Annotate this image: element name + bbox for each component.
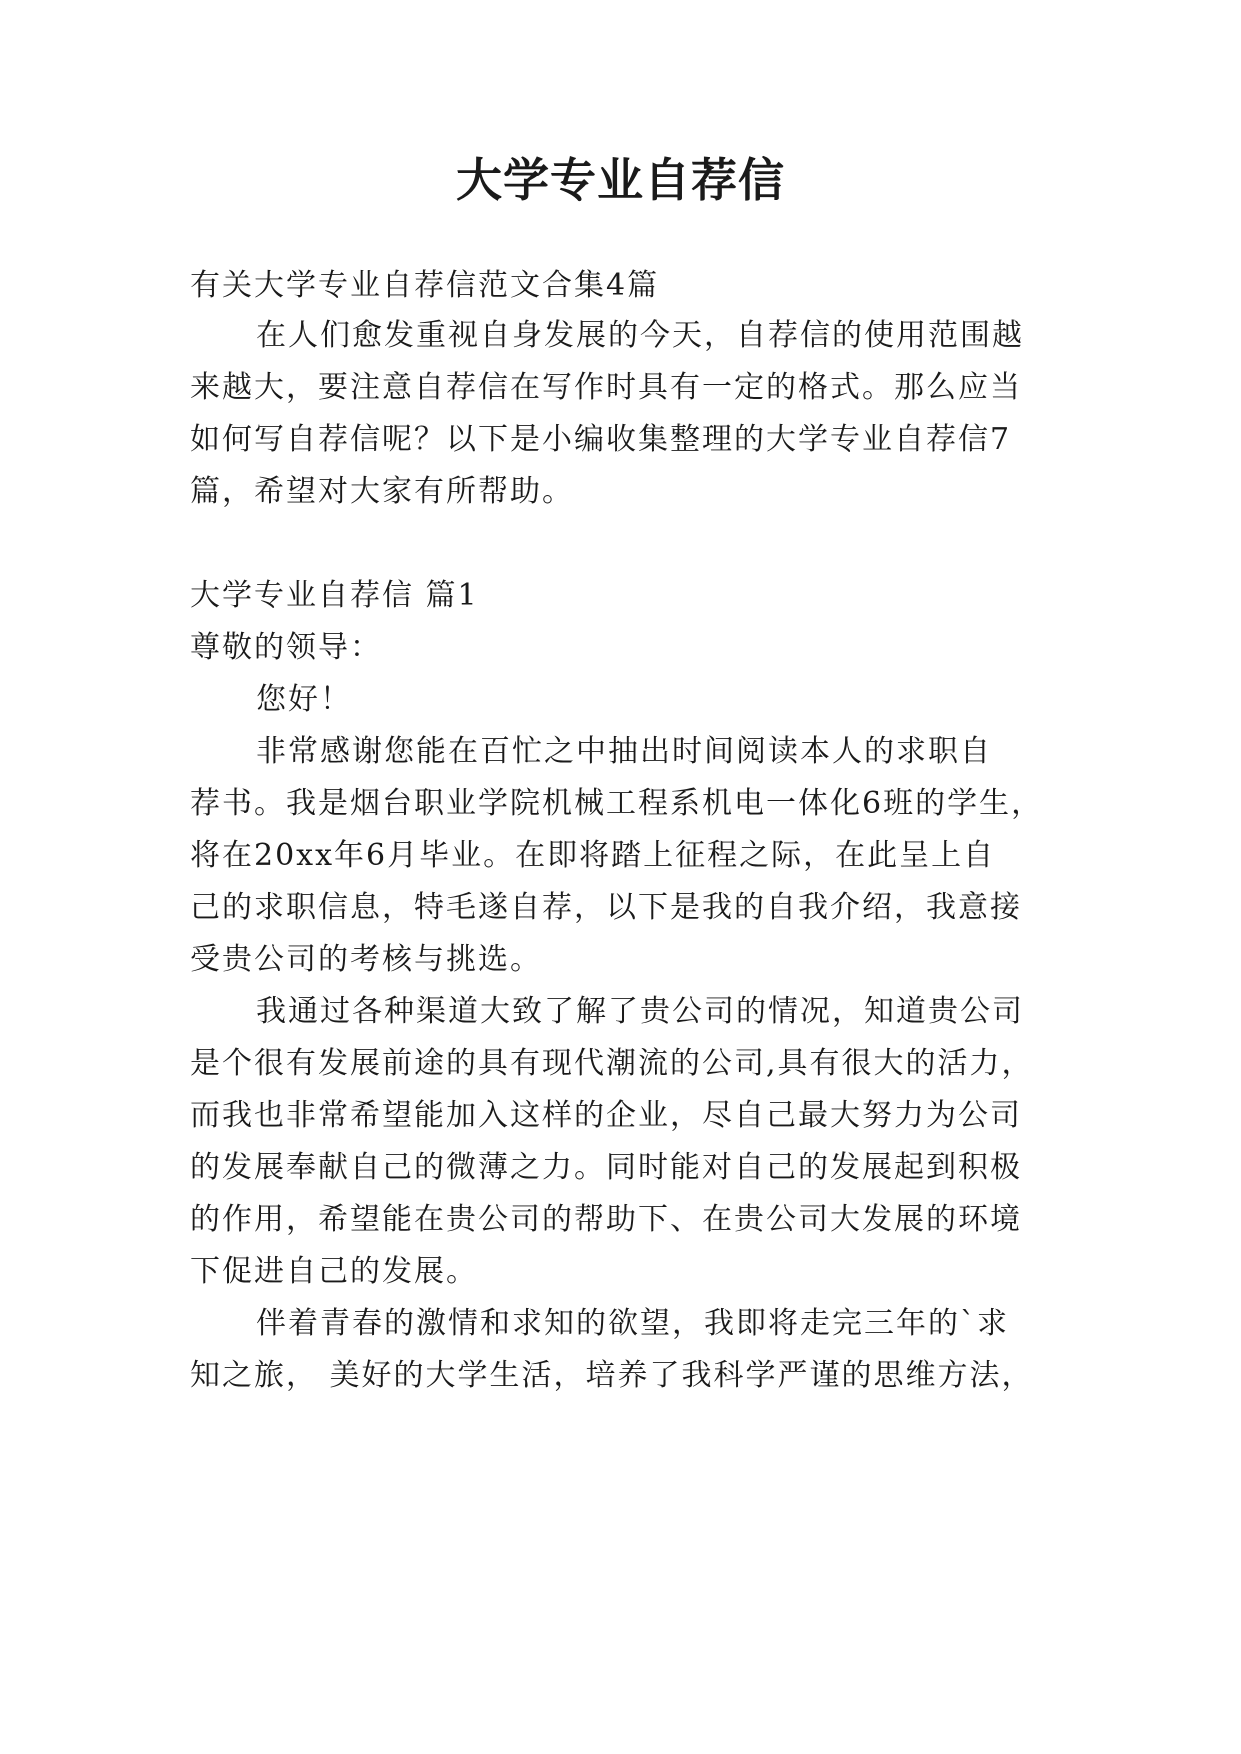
intro-line: 如何写自荐信呢？以下是小编收集整理的大学专业自荐信7: [190, 422, 1012, 457]
paragraph-line: 受贵公司的考核与挑选。: [190, 942, 542, 977]
document-title: 大学专业自荐信: [456, 153, 785, 207]
paragraph-line: 荐书。我是烟台职业学院机械工程系机电一体化6班的学生，: [190, 786, 1044, 821]
paragraph-line: 知之旅， 美好的大学生活，培养了我科学严谨的思维方法，: [190, 1358, 1034, 1393]
intro-line: 篇，希望对大家有所帮助。: [190, 474, 574, 509]
paragraph-line: 伴着青春的激情和求知的欲望，我即将走完三年的`求: [256, 1306, 1009, 1341]
paragraph-line: 的作用，希望能在贵公司的帮助下、在贵公司大发展的环境: [190, 1202, 1022, 1237]
paragraph-line: 下促进自己的发展。: [190, 1254, 478, 1289]
paragraph-line: 而我也非常希望能加入这样的企业，尽自己最大努力为公司: [190, 1098, 1022, 1133]
paragraph-line: 是个很有发展前途的具有现代潮流的公司,具有很大的活力，: [190, 1046, 1034, 1081]
paragraph-line: 己的求职信息，特毛遂自荐，以下是我的自我介绍，我意接: [190, 890, 1022, 925]
paragraph-line: 我通过各种渠道大致了解了贵公司的情况，知道贵公司: [256, 994, 1024, 1029]
paragraph-line: 将在20xx年6月毕业。在即将踏上征程之际，在此呈上自: [190, 838, 996, 873]
salutation: 尊敬的领导：: [190, 630, 382, 665]
paragraph-line: 的发展奉献自己的微薄之力。同时能对自己的发展起到积极: [190, 1150, 1022, 1185]
paragraph-line: 非常感谢您能在百忙之中抽出时间阅读本人的求职自: [256, 734, 992, 769]
section-heading: 大学专业自荐信 篇1: [190, 578, 479, 613]
intro-line: 来越大，要注意自荐信在写作时具有一定的格式。那么应当: [190, 370, 1022, 405]
intro-line: 在人们愈发重视自身发展的今天，自荐信的使用范围越: [256, 318, 1024, 353]
greeting: 您好！: [256, 682, 352, 717]
document-subtitle: 有关大学专业自荐信范文合集4篇: [190, 268, 660, 303]
